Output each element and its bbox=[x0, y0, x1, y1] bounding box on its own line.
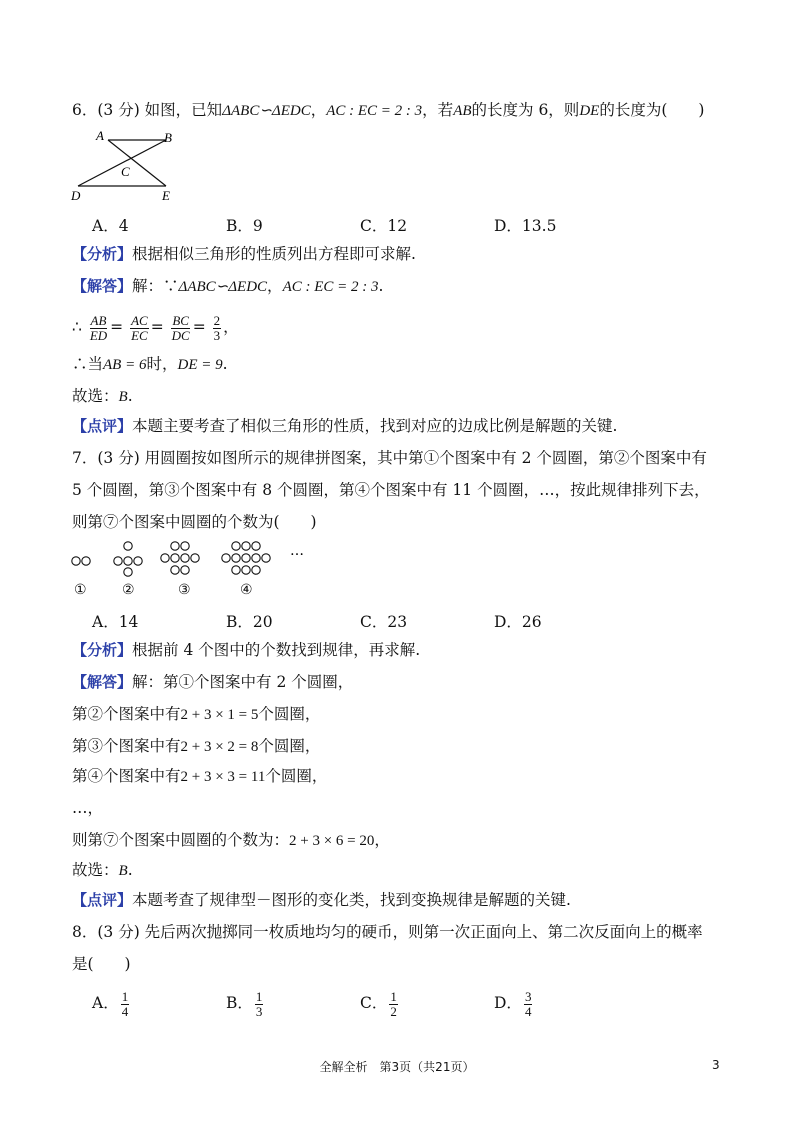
q6-solution-line1: 【解答】解：∵ΔABC∽ΔEDC，AC : EC = 2 : 3. bbox=[72, 277, 384, 295]
q8-options bbox=[92, 986, 652, 1020]
pattern-labels bbox=[74, 582, 274, 600]
label-c: C bbox=[121, 164, 130, 179]
q6-option-a[interactable]: A．4 bbox=[92, 217, 129, 235]
q7-solution-line1: 【解答】解：第①个图案中有 2 个圆圈， bbox=[72, 673, 354, 691]
q6-option-c[interactable]: C．12 bbox=[360, 217, 408, 235]
q6-solution-line3: ∴当AB = 6时，DE = 9. bbox=[72, 355, 228, 373]
q8-option-b[interactable]: B． $\frac{1}{3}$ bbox=[226, 988, 263, 1019]
q8-stem-line2: 是( ) bbox=[72, 955, 131, 973]
q7-comment: 【点评】本题考查了规律型－图形的变化类，找到变换规律是解题的关键. bbox=[72, 891, 571, 909]
page-footer: 全解全析 第3页（共21页） bbox=[319, 1060, 475, 1074]
q6-option-b[interactable]: B．9 bbox=[226, 217, 263, 235]
q7-stem-line3: 则第⑦个图案中圆圈的个数为( ) bbox=[72, 513, 317, 531]
frac-2-3: $\frac{2}{3}$ bbox=[213, 312, 221, 343]
pattern-ellipsis: … bbox=[290, 543, 304, 559]
label-e: E bbox=[162, 188, 170, 203]
q7-options bbox=[92, 610, 652, 632]
q7-option-b[interactable]: B．20 bbox=[226, 613, 273, 631]
q7-option-a[interactable]: A．14 bbox=[92, 613, 139, 631]
q7-option-d[interactable]: D．26 bbox=[494, 613, 542, 631]
q7-solution-line6: 则第⑦个图案中圆圈的个数为：2 + 3 × 6 = 20， bbox=[72, 831, 390, 849]
q7-solution-line3: 第③个图案中有2 + 3 × 2 = 8个圆圈， bbox=[72, 737, 321, 755]
label-b: B bbox=[164, 130, 172, 145]
q8-option-c[interactable]: C． $\frac{1}{2}$ bbox=[360, 988, 397, 1019]
label-d: D bbox=[71, 188, 81, 203]
q7-solution-line2: 第②个图案中有2 + 3 × 1 = 5个圆圈， bbox=[72, 705, 321, 723]
q7-choose: 故选：B. bbox=[72, 861, 133, 879]
q6-stem: 6．(3 分) 如图，已知ΔABC∽ΔEDC，AC : EC = 2 : 3，若AB的长度为 6，则DE的长度为( ) bbox=[72, 101, 705, 119]
q7-option-c[interactable]: C．23 bbox=[360, 613, 408, 631]
q7-stem-line1: 7．(3 分) 用圆圈按如图所示的规律拼图案，其中第①个图案中有 2 个圆圈，第②个图案中有 bbox=[72, 449, 707, 467]
page-number: 3 bbox=[712, 1058, 720, 1072]
frac-ab-ed: $\frac{AB}{ED}$ bbox=[89, 312, 108, 343]
frac-ac-ec: $\frac{AC}{EC}$ bbox=[131, 312, 148, 343]
label-a: A bbox=[96, 128, 104, 143]
q6-analysis: 【分析】根据相似三角形的性质列出方程即可求解. bbox=[72, 245, 416, 263]
q7-solution-line5: …， bbox=[72, 799, 104, 817]
pattern-label-2: ② bbox=[122, 582, 135, 598]
q8-option-d[interactable]: D． $\frac{3}{4}$ bbox=[494, 988, 532, 1019]
frac-bc-dc: $\frac{BC}{DC}$ bbox=[171, 312, 190, 343]
q6-comment: 【点评】本题主要考查了相似三角形的性质，找到对应的边成比例是解题的关键. bbox=[72, 417, 618, 435]
circle-pattern-figure bbox=[68, 537, 328, 577]
pattern-label-4: ④ bbox=[240, 582, 253, 598]
q8-option-a[interactable]: A． $\frac{1}{4}$ bbox=[92, 988, 129, 1019]
q6-solution-ratio: ∴ $\frac{AB}{ED}$ = $\frac{AC}{EC}$ = $\frac{BC}{DC}$ = $\frac{2}{3}$ ， bbox=[72, 312, 239, 343]
q7-solution-line4: 第④个图案中有2 + 3 × 3 = 11个圆圈， bbox=[72, 767, 328, 785]
q6-option-d[interactable]: D．13.5 bbox=[494, 217, 557, 235]
q8-stem-line1: 8．(3 分) 先后两次抛掷同一枚质地均匀的硬币，则第一次正面向上、第二次反面向上的概率 bbox=[72, 923, 703, 941]
q7-stem-line2: 5 个圆圈，第③个图案中有 8 个圆圈，第④个图案中有 11 个圆圈，…，按此规律排列下去， bbox=[72, 481, 710, 499]
pattern-label-1: ① bbox=[74, 582, 87, 598]
q6-options bbox=[92, 214, 652, 236]
q6-choose: 故选：B. bbox=[72, 387, 133, 405]
pattern-label-3: ③ bbox=[178, 582, 191, 598]
similar-triangles-figure bbox=[68, 126, 188, 206]
q7-analysis: 【分析】根据前 4 个图中的个数找到规律，再求解. bbox=[72, 641, 421, 659]
